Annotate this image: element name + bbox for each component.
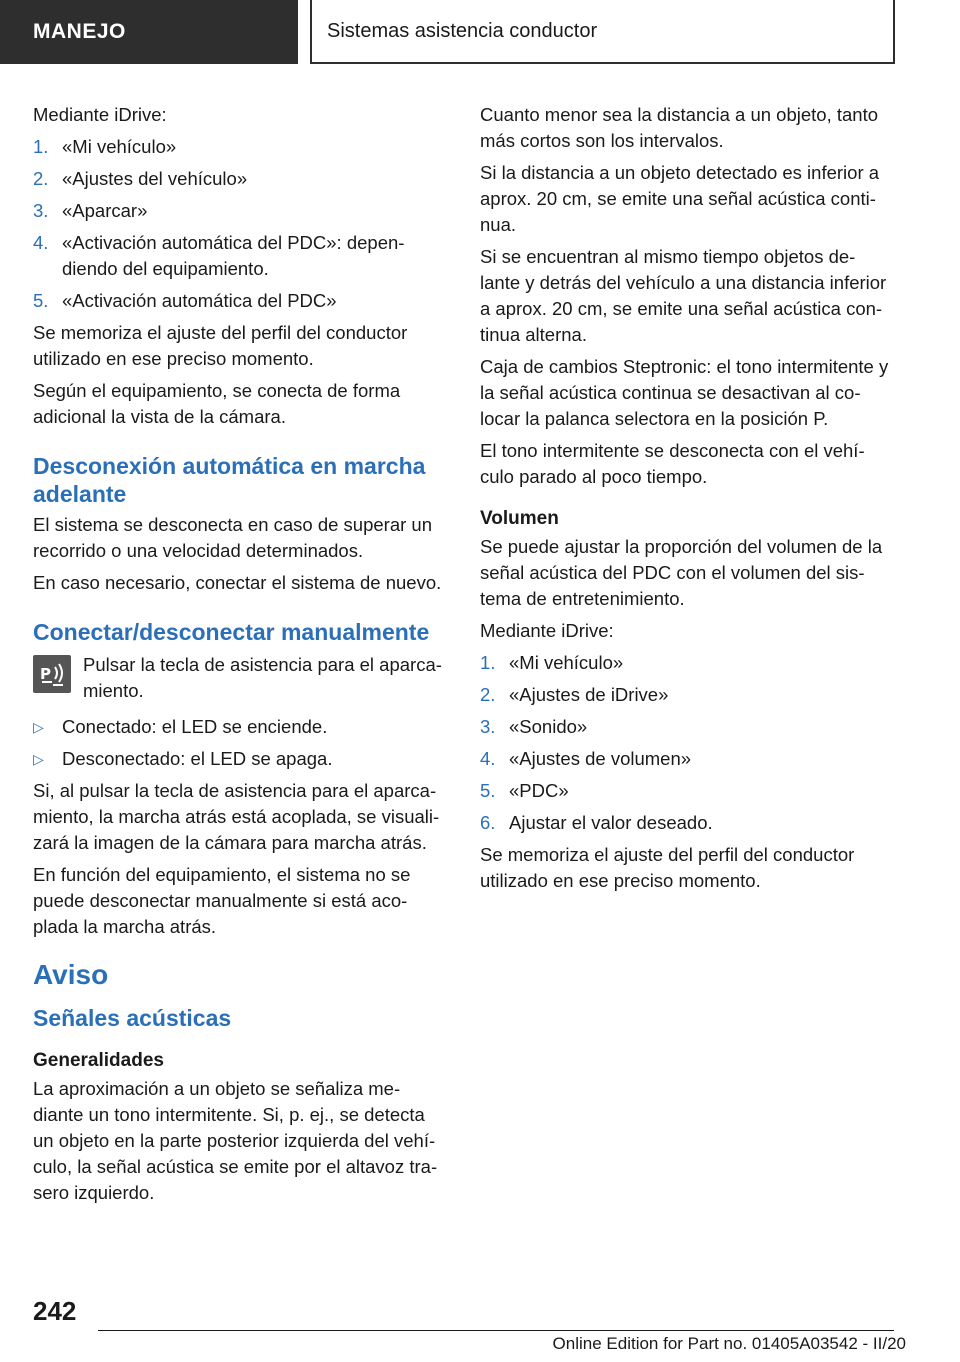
chapter-title: Sistemas asistencia conductor	[310, 0, 895, 64]
icon-paragraph	[33, 652, 447, 704]
park-assist-button-icon	[33, 655, 71, 693]
step-text: «Activación automática del PDC»: depen‐ diendo del equipamiento.	[62, 232, 405, 279]
icon-paragraph-text: Pulsar la tecla de asistencia para el aparca‐ miento.	[83, 654, 442, 701]
step-number: 5.	[33, 290, 49, 311]
paragraph: Se memoriza el ajuste del perfil del conductor utilizado en ese preciso momento.	[480, 844, 855, 891]
list-item	[33, 166, 447, 192]
paragraph: Según el equipamiento, se conecta de forma adicional la vista de la cámara.	[33, 380, 401, 427]
heading-acoustic-signals: Señales acústicas	[33, 1005, 232, 1031]
step-number: 1.	[480, 652, 496, 673]
step-number: 6.	[480, 812, 496, 833]
footer-divider	[98, 1330, 894, 1331]
list-item	[480, 682, 894, 708]
triangle-bullet-icon: ▷	[33, 751, 44, 767]
led-state-list	[33, 714, 447, 772]
step-text: «Activación automática del PDC»	[62, 290, 337, 311]
step-number: 1.	[33, 136, 49, 157]
idrive-steps-list	[33, 134, 447, 314]
bullet-text: Desconectado: el LED se apaga.	[62, 748, 333, 769]
paragraph: Si la distancia a un objeto detectado es inferior a aprox. 20 cm, se emite una señal acústica conti‐ nua.	[480, 162, 880, 235]
step-number: 2.	[480, 684, 496, 705]
paragraph: El tono intermitente se desconecta con el vehí‐ culo parado al poco tiempo.	[480, 440, 865, 487]
right-column	[480, 102, 894, 900]
heading-generalidades: Generalidades	[33, 1050, 164, 1071]
list-item	[33, 288, 447, 314]
step-number: 4.	[33, 232, 49, 253]
step-text: Ajustar el valor deseado.	[509, 812, 713, 833]
step-text: «Ajustes del vehículo»	[62, 168, 248, 189]
step-number: 5.	[480, 780, 496, 801]
idrive-intro: Mediante iDrive:	[33, 104, 167, 125]
paragraph: Se puede ajustar la proporción del volumen de la señal acústica del PDC con el volumen del sis‐ tema de entretenimiento.	[480, 536, 883, 609]
idrive-intro: Mediante iDrive:	[480, 620, 614, 641]
paragraph: Si, al pulsar la tecla de asistencia para el aparca‐ miento, la marcha atrás está acoplada, se visuali‐ zará la imagen de la cámara para marcha atrás.	[33, 780, 440, 853]
list-item	[33, 714, 447, 740]
paragraph: Caja de cambios Steptronic: el tono intermitente y la señal acústica continua se desactivan al co‐ locar la palanca selectora en la posición P.	[480, 356, 889, 429]
list-item	[33, 746, 447, 772]
triangle-bullet-icon: ▷	[33, 719, 44, 735]
section-tab: MANEJO	[0, 0, 298, 64]
page-number: 242	[33, 1296, 77, 1326]
step-text: «Sonido»	[509, 716, 588, 737]
paragraph: En caso necesario, conectar el sistema de nuevo.	[33, 572, 442, 593]
heading-aviso: Aviso	[33, 959, 109, 990]
bullet-text: Conectado: el LED se enciende.	[62, 716, 328, 737]
heading-auto-disconnect: Desconexión automática en marcha adelante	[33, 453, 426, 507]
paragraph: El sistema se desconecta en caso de superar un recorrido o una velocidad determinados.	[33, 514, 433, 561]
step-number: 3.	[33, 200, 49, 221]
step-text: «Mi vehículo»	[62, 136, 177, 157]
heading-volumen: Volumen	[480, 508, 559, 529]
list-item	[480, 810, 894, 836]
list-item	[33, 198, 447, 224]
list-item	[480, 746, 894, 772]
step-number: 3.	[480, 716, 496, 737]
paragraph: En función del equipamiento, el sistema no se puede desconectar manualmente si está aco‐ plada la marcha atrás.	[33, 864, 411, 937]
list-item	[480, 778, 894, 804]
list-item	[480, 650, 894, 676]
volume-steps-list	[480, 650, 894, 836]
step-number: 2.	[33, 168, 49, 189]
step-text: «PDC»	[509, 780, 569, 801]
step-text: «Aparcar»	[62, 200, 148, 221]
heading-manual-toggle: Conectar/desconectar manualmente	[33, 619, 430, 645]
list-item	[33, 230, 447, 282]
step-text: «Ajustes de volumen»	[509, 748, 692, 769]
edition-note: Online Edition for Part no. 01405A03542 - II/20	[552, 1334, 906, 1353]
left-column	[33, 102, 447, 1212]
paragraph: Si se encuentran al mismo tiempo objetos de‐ lante y detrás del vehículo a una distancia inferior a aprox. 20 cm, se emite una señal acústica con‐ tinua alterna.	[480, 246, 887, 345]
step-text: «Mi vehículo»	[509, 652, 624, 673]
svg-text:P: P	[40, 665, 51, 683]
list-item	[480, 714, 894, 740]
paragraph: Se memoriza el ajuste del perfil del conductor utilizado en ese preciso momento.	[33, 322, 408, 369]
step-number: 4.	[480, 748, 496, 769]
list-item	[33, 134, 447, 160]
paragraph: La aproximación a un objeto se señaliza me‐ diante un tono intermitente. Si, p. ej., se detecta un objeto en la parte posterior izquierda del vehí‐ culo, la señal acústica se emite por el altavoz tra‐ sero izquierdo.	[33, 1078, 438, 1203]
paragraph: Cuanto menor sea la distancia a un objeto, tanto más cortos son los intervalos.	[480, 104, 879, 151]
step-text: «Ajustes de iDrive»	[509, 684, 669, 705]
